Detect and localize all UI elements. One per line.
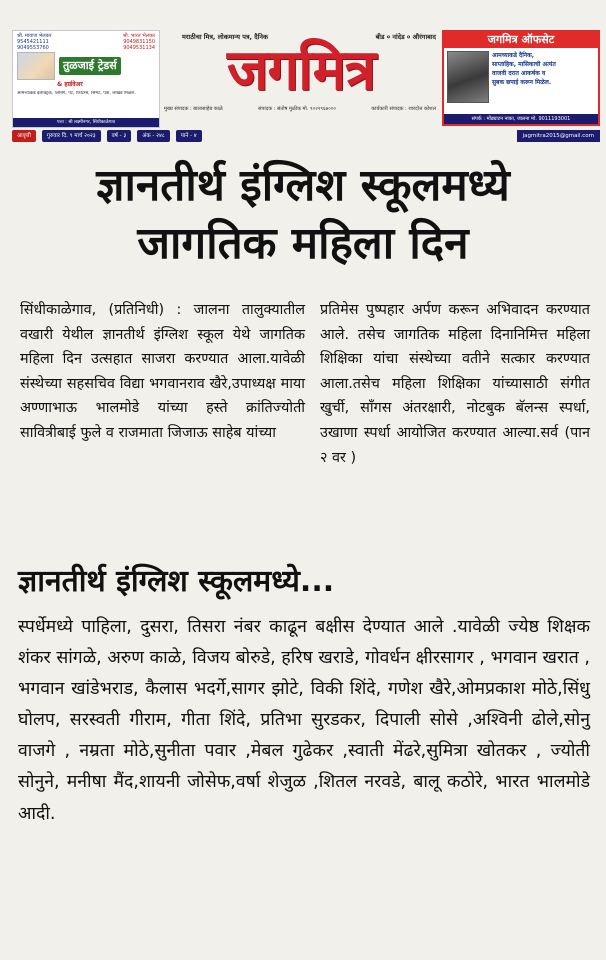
chief-editor: मुख्य संपादक : बालासाहेब काळे	[164, 106, 223, 112]
continuation-body	[18, 612, 590, 830]
masthead-tagline: मराठीचा मित्र, लोकमान्य पत्र, दैनिक	[182, 33, 269, 41]
ad-address: पत्ता : श्री लक्ष्मीनगर, सिंधीकाळेगाव	[13, 118, 159, 127]
ad-shop-subtitle: & हार्डवेअर	[57, 81, 83, 88]
contact-email: jagmitra2015@gmail.com	[517, 130, 600, 142]
ad-phones-left: श्री. मायाज भेलकर 9545421111 9049553760	[17, 33, 52, 51]
continuation-paragraph: स्पर्धेमध्ये पाहिला, दुसरा, तिसरा नंबर काढून बक्षीस देण्यात आले .यावेळी ज्येष्ठ शिक्षक शंकर सांगळे, अरुण काळे, विजय बोरुडे, हरिष खराडे, गोवर्धन क्षीरसागर , भगवान खरात , भगवान खांडेभराड, कैलास भदर्गे,सागर झोटे, विकी शिंदे, गणेश खैरे,ओमप्रकाश मोठे,सिंधु घोलप, सरस्वती गीराम, गीता शिंदे, प्रतिभा सुरडकर, दिपाली सोसे ,अश्विनी ढोले,सोनु वाजगे , नम्रता मोठे,सुनीता पवार ,मेबल गुढेकर ,स्वाती मेंढरे,सुमित्रा खोतकर , ज्योती सोनुने, मनीषा मैंद,शायनी जोसेफ,वर्षा शेजुळ ,शितल नरवडे, बालू कठोरे, भारत भालमोडे आदी.	[18, 617, 590, 824]
issue-year: वर्ष - ३	[107, 130, 132, 142]
executive-editor: कार्यकारी संपादक : शारदोत्त कोशल	[371, 106, 436, 112]
issue-pages: पाने - ४	[176, 130, 202, 142]
article-column-left	[20, 298, 305, 446]
newspaper-logo: जगमित्र	[227, 38, 375, 103]
offset-ad-line: सुबक छपाई करून मिळेल.	[492, 79, 552, 86]
tuljai-traders-ad	[12, 30, 160, 128]
headline-line-2: जागतिक महिला दिन	[137, 218, 469, 269]
article-column-right	[320, 298, 590, 470]
editor-credits	[164, 106, 436, 112]
ad-phones-right: श्री. भारत भेलकर 9049831150 9049531134	[122, 33, 155, 51]
article-paragraph: सिंधीकाळेगाव, (प्रतिनिधी) : जालना तालुक्यातील वखारी येथील ज्ञानतीर्थ इंग्लिश स्कूल येथे जागतिक महिला दिन उत्सहात साजरा करण्यात आला.यावेळी संस्थेच्या सहसचिव विद्या भगवानराव खैरे,उपाध्यक्ष माया अण्णाभाऊ भालमोडे यांच्या हस्ते क्रांतिज्योती सावित्रीबाई फुले व राजमाता जिजाऊ साहेब यांच्या	[20, 302, 305, 441]
jagmitra-offset-ad	[442, 30, 600, 126]
issue-info-bar	[12, 130, 600, 142]
continuation-heading: ज्ञानतीर्थ इंग्लिश स्कूलमध्ये...	[18, 564, 335, 599]
offset-ad-line: वाजवी दरात आकर्षक व	[492, 70, 546, 77]
article-paragraph: प्रतिमेस पुष्पहार अर्पण करून अभिवादन करण्यात आले. तसेच जागतिक महिला दिनानिमित्त महिला शिक्षिका यांचा संस्थेच्या वतीने सत्कार करण्यात आला.तसेच महिला शिक्षिका यांच्यासाठी संगीत खुर्ची, सॉंगस अंतरक्षारी, नोटबुक बॅलन्स स्पर्धा, उखाणा स्पर्धा आयोजित करण्यात आल्या.सर्व (पान २ वर )	[320, 302, 590, 466]
ad-shop-name: तुळजाई ट्रेडर्स	[59, 57, 121, 75]
masthead-center	[164, 30, 436, 126]
offset-ad-line: आमच्याकडे दैनिक,	[492, 52, 534, 59]
masthead-editions: बीड ० नांदेड ० औरंगाबाद	[375, 33, 436, 41]
printing-press-image	[447, 51, 489, 103]
offset-ad-lines	[492, 51, 556, 103]
issue-number: अंक - २४८	[137, 130, 170, 142]
edition-label: आवृत्ती	[12, 130, 36, 142]
hardware-goods-image	[17, 52, 55, 80]
offset-ad-line: साप्ताहिक, मासिकाची अत्यंत	[492, 61, 556, 68]
ad-items-text: आमच्याकडे इलेक्ट्रिक, प्लंबिंग, पेंट, फिटिंग्स, सिमेंट, पत्रा, लोखंड मिळेल.	[17, 91, 136, 96]
masthead	[12, 30, 600, 146]
offset-ad-address: संपर्क : मोंढ्याटन नाका, जालना मो. 9011193001	[444, 114, 598, 124]
offset-ad-title: जगमित्र ऑफसेट	[444, 32, 598, 48]
editor: संपादक : संतोष मुळीक मो. ९०२२९६७०००	[258, 106, 337, 112]
issue-date: गुरुवार दि. ९ मार्च २०२३	[42, 130, 101, 142]
headline-line-1: ज्ञानतीर्थ इंग्लिश स्कूलमध्ये	[96, 160, 510, 211]
